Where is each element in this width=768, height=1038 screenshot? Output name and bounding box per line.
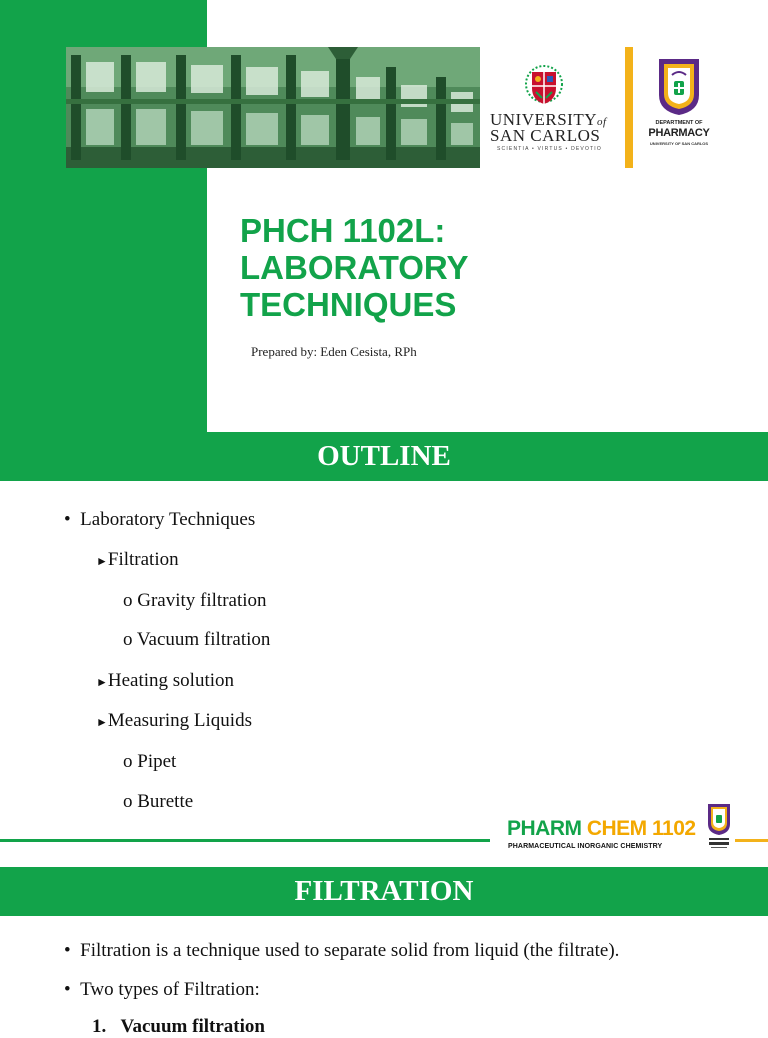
list-item: ►Measuring Liquids bbox=[96, 710, 252, 731]
list-item: • Laboratory Techniques bbox=[64, 509, 256, 530]
outline-heading: OUTLINE bbox=[317, 440, 451, 472]
department-name: PHARMACY bbox=[648, 127, 710, 139]
pharmacy-seal-icon bbox=[655, 55, 703, 122]
gold-divider bbox=[625, 47, 633, 168]
department-label: DEPARTMENT OF bbox=[655, 120, 703, 126]
list-item: o Burette bbox=[123, 791, 194, 812]
outline-heading-band bbox=[0, 432, 768, 481]
title-slide bbox=[0, 0, 768, 432]
list-item: • Filtration is a technique used to separate solid from liquid (the filtrate). bbox=[64, 940, 620, 961]
list-item: ►Filtration bbox=[96, 549, 179, 570]
course-title bbox=[240, 212, 740, 323]
filtration-heading: FILTRATION bbox=[294, 875, 474, 907]
building-photo bbox=[66, 47, 480, 168]
course-title-line: LABORATORY bbox=[240, 249, 469, 286]
pharmacy-seal-small-icon bbox=[706, 802, 732, 859]
university-motto: SCIENTIA • VIRTUS • DEVOTIO bbox=[497, 146, 602, 152]
university-name-line2: SAN CARLOS bbox=[490, 126, 601, 145]
department-university: UNIVERSITY OF SAN CARLOS bbox=[649, 141, 709, 146]
pharmchem-subtitle: PHARMACEUTICAL INORGANIC CHEMISTRY bbox=[508, 843, 663, 850]
list-item: o Vacuum filtration bbox=[123, 629, 271, 650]
list-item: ►Heating solution bbox=[96, 670, 235, 691]
usc-crest-icon bbox=[524, 64, 564, 113]
prepared-by: Prepared by: Eden Cesista, RPh bbox=[251, 344, 417, 359]
filtration-slide bbox=[0, 864, 768, 1037]
footer-green-rule bbox=[0, 839, 490, 842]
outline-slide bbox=[0, 432, 768, 864]
pharmchem-logo: PHARM CHEM 1102 bbox=[507, 817, 696, 840]
footer-gold-rule bbox=[735, 839, 768, 842]
filtration-heading-band bbox=[0, 867, 768, 916]
university-name-line1: UNIVERSITYof bbox=[490, 110, 607, 129]
list-item: o Gravity filtration bbox=[123, 590, 267, 611]
numbered-item: 1. Vacuum filtration bbox=[92, 1016, 265, 1037]
list-item: • Two types of Filtration: bbox=[64, 979, 260, 1000]
list-item: o Pipet bbox=[123, 751, 177, 772]
course-title-line: PHCH 1102L: bbox=[240, 212, 446, 249]
course-title-line: TECHNIQUES bbox=[240, 286, 457, 323]
